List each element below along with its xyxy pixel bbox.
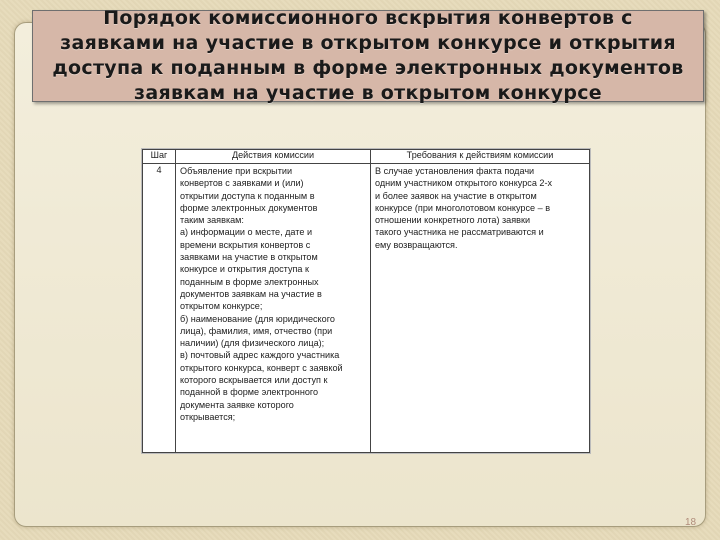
cell-step: 4 xyxy=(143,164,176,453)
action-line: документа заявке которого xyxy=(180,399,294,410)
action-line: открытого конкурса, конверт с заявкой xyxy=(180,362,343,373)
action-line: Объявление при вскрытии xyxy=(180,166,293,176)
title-line: заявками на участие в открытом конкурсе и открытия xyxy=(60,32,676,54)
title-line: доступа к поданным в форме электронных документов xyxy=(52,57,684,79)
action-line: поданной в форме электронного xyxy=(180,387,319,398)
action-line: которого вскрывается или доступ к xyxy=(180,375,328,386)
page-number: 18 xyxy=(685,517,697,528)
action-line: открытии доступа к поданным в xyxy=(180,190,315,201)
action-line: б) наименование (для юридического xyxy=(180,313,335,324)
requirement-line: конкурсе (при многолотовом конкурсе – в xyxy=(375,202,551,213)
action-line: конкурсе и открытия доступа к xyxy=(180,264,309,275)
title-line: заявкам на участие в открытом конкурсе xyxy=(134,82,602,104)
action-line: времени вскрытия конвертов с xyxy=(180,239,311,250)
procedure-table-image xyxy=(141,148,591,454)
requirement-line: одним участником открытого конкурса 2-х xyxy=(375,178,553,189)
procedure-table xyxy=(142,149,590,453)
title-box xyxy=(32,7,704,104)
action-line: документов заявкам на участие в xyxy=(180,288,322,299)
table-row xyxy=(143,164,590,453)
action-line: открывается; xyxy=(180,411,236,422)
action-line: наличии) (для физического лица); xyxy=(180,338,325,349)
requirement-line: и более заявок на участие в открытом xyxy=(375,190,537,201)
requirement-line: ему возвращаются. xyxy=(375,239,458,250)
cell-requirements xyxy=(371,164,590,453)
requirement-line: отношении конкретного лота) заявки xyxy=(375,215,531,226)
action-line: в) почтовый адрес каждого участника xyxy=(180,350,340,361)
action-line: форме электронных документов xyxy=(180,202,318,213)
table-header-row xyxy=(143,150,590,164)
requirement-line: В случае установления факта подачи xyxy=(375,166,535,176)
action-line: лица), фамилия, имя, отчество (при xyxy=(180,325,333,336)
action-line: конвертов с заявками и (или) xyxy=(180,178,304,189)
header-requirements: Требования к действиям комиссии xyxy=(371,150,590,164)
action-line: поданным в форме электронных xyxy=(180,276,319,287)
action-line: заявками на участие в открытом xyxy=(180,252,318,263)
cell-actions xyxy=(176,164,371,453)
header-step: Шаг xyxy=(143,150,176,164)
slide-title xyxy=(52,6,683,106)
title-line: Порядок комиссионного вскрытия конвертов с xyxy=(103,7,633,29)
action-line: а) информации о месте, дате и xyxy=(180,227,313,238)
header-actions: Действия комиссии xyxy=(176,150,371,164)
action-line: открытом конкурсе; xyxy=(180,301,263,312)
requirement-line: такого участника не рассматриваются и xyxy=(375,227,544,238)
action-line: таким заявкам: xyxy=(180,215,244,226)
